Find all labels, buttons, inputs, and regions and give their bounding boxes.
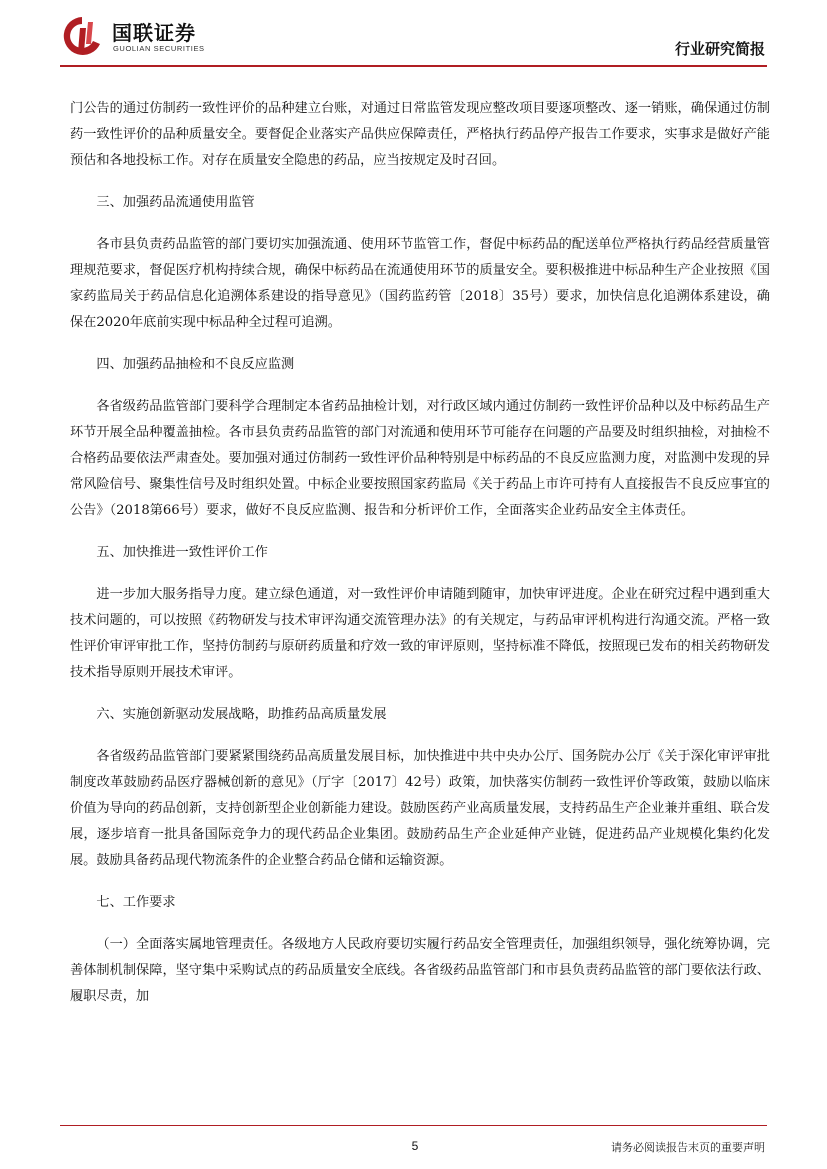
section-heading: 四、加强药品抽检和不良反应监测	[96, 357, 295, 372]
body-paragraph: 各省级药品监管部门要紧紧围绕药品高质量发展目标，加快推进中共中央办公厅、国务院办公厅《关于深化审评审批制度改革鼓励药品医疗器械创新的意见》（厅字〔2017〕42号）政策，加快落实仿制药一致性评价等政策，鼓励以临床价值为导向的药品创新，支持创新型企业创新能力建设。鼓励医药产业高质量发展，支持药品生产企业兼并重组、联合发展，逐步培育一批具备国际竞争力的现代药品企业集团。鼓励药品生产企业延伸产业链，促进药品产业规模化集约化发展。鼓励具备药品现代物流条件的企业整合药品仓储和运输资源。	[70, 749, 770, 868]
body-paragraph: 门公告的通过仿制药一致性评价的品种建立台账，对通过日常监管发现应整改项目要逐项整改、逐一销账，确保通过仿制药一致性评价的品种质量安全。要督促企业落实产品供应保障责任，严格执行药品停产报告工作要求，实事求是做好产能预估和各地投标工作。对存在质量安全隐患的药品，应当按规定及时召回。	[70, 101, 770, 168]
page-header	[0, 0, 827, 70]
body-paragraph: 进一步加大服务指导力度。建立绿色通道，对一致性评价申请随到随审，加快审评进度。企业在研究过程中遇到重大技术问题的，可以按照《药物研发与技术审评沟通交流管理办法》的有关规定，与药品审评机构进行沟通交流。严格一致性评价审评审批工作，坚持仿制药与原研药质量和疗效一致的审评原则，坚持标准不降低，按照现已发布的相关药物研发技术指导原则开展技术审评。	[70, 587, 770, 680]
body-paragraph: （一）全面落实属地管理责任。各级地方人民政府要切实履行药品安全管理责任，加强组织领导，强化统筹协调，完善体制机制保障，坚守集中采购试点的药品质量安全底线。各省级药品监管部门和市县负责药品监管的部门要依法行政、履职尽责，加	[70, 937, 770, 1004]
header-divider	[60, 65, 767, 67]
body-paragraph: 各省级药品监管部门要科学合理制定本省药品抽检计划，对行政区域内通过仿制药一致性评价品种以及中标药品生产环节开展全品种覆盖抽检。各市县负责药品监管的部门对流通和使用环节可能存在问题的产品要及时组织抽检，对抽检不合格药品要依法严肃查处。要加强对通过仿制药一致性评价品种特别是中标药品的不良反应监测力度，对监测中发现的异常风险信号、聚集性信号及时组织处置。中标企业要按照国家药监局《关于药品上市许可持有人直接报告不良反应事宜的公告》（2018第66号）要求，做好不良反应监测、报告和分析评价工作，全面落实企业药品安全主体责任。	[70, 399, 770, 518]
section-heading: 三、加强药品流通使用监管	[96, 195, 255, 210]
brand-name-cn: 国联证券	[112, 21, 196, 45]
section-heading: 七、工作要求	[96, 895, 176, 910]
page-footer	[0, 1125, 827, 1169]
page-number: 5	[411, 1139, 419, 1153]
body-paragraph: 各市县负责药品监管的部门要切实加强流通、使用环节监管工作，督促中标药品的配送单位严格执行药品经营质量管理规范要求，督促医疗机构持续合规，确保中标药品在流通使用环节的质量安全。要积极推进中标品种生产企业按照《国家药监局关于药品信息化追溯体系建设的指导意见》（国药监药管〔2018〕35号）要求，加快信息化追溯体系建设，确保在2020年底前实现中标品种全过程可追溯。	[70, 237, 770, 330]
disclaimer-note: 请务必阅读报告末页的重要声明	[611, 1141, 765, 1154]
brand-logo	[60, 14, 250, 62]
section-heading: 六、实施创新驱动发展战略，助推药品高质量发展	[96, 707, 387, 722]
guolian-logo-icon	[60, 14, 104, 58]
document-body	[70, 96, 770, 1026]
section-heading: 五、加快推进一致性评价工作	[96, 545, 268, 560]
footer-divider	[60, 1125, 767, 1126]
report-type-label: 行业研究简报	[674, 40, 765, 58]
brand-name-en: GUOLIAN SECURITIES	[113, 44, 205, 53]
